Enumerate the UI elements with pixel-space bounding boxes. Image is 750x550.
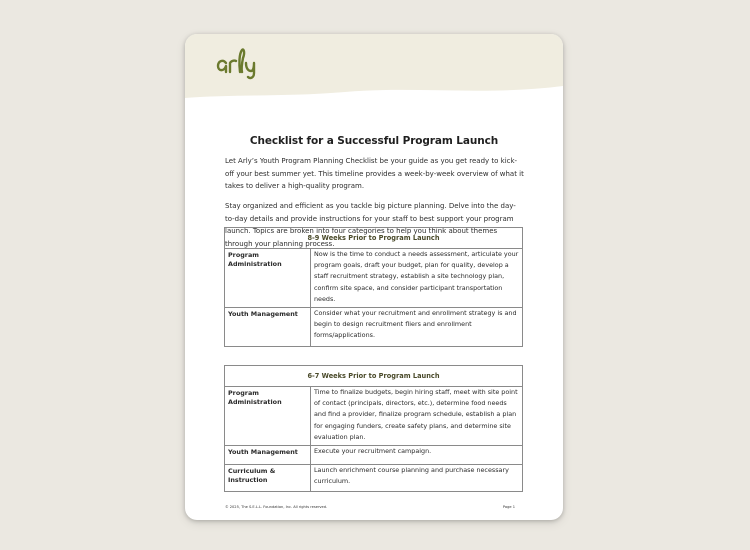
intro-paragraph: Let Arly’s Youth Program Planning Checklist be your guide as you get ready to kick-off your best summer yet. This timeline provides a week-by-week overview of what it takes to deliver a high-quality program.	[225, 157, 524, 191]
section-heading: 6-7 Weeks Prior to Program Launch	[225, 366, 523, 387]
category-cell: Curriculum & Instruction	[225, 465, 311, 492]
table-heading-row	[225, 366, 523, 387]
category-cell: Program Administration	[225, 249, 311, 308]
section-heading: 8-9 Weeks Prior to Program Launch	[225, 228, 523, 249]
description-cell: Launch enrichment course planning and purchase necessary curriculum.	[311, 465, 523, 492]
footer-copyright: © 2025, The S.E.L.L. Foundation, Inc. All rights reserved.	[225, 505, 328, 509]
timeline-table-6-7-weeks	[224, 365, 523, 492]
timeline-table-8-9-weeks	[224, 227, 523, 347]
table-row	[225, 446, 523, 465]
intro-paragraph: Stay organized and efficient as you tackle big picture planning. Delve into the day-to-day details and provide instructions for your staff to best support your program launch. Topics are broken into four categories to help you think about themes through your planning process.	[225, 202, 516, 248]
description-cell: Execute your recruitment campaign.	[311, 446, 523, 465]
arly-logo	[215, 44, 267, 80]
table-row	[225, 249, 523, 308]
category-cell: Youth Management	[225, 308, 311, 347]
document-title: Checklist for a Successful Program Launch	[249, 135, 499, 147]
description-cell: Consider what your recruitment and enrollment strategy is and begin to design recruitment fliers and enrollment forms/applications.	[311, 308, 523, 347]
footer-page-number: Page 1	[502, 505, 515, 509]
table-heading-row	[225, 228, 523, 249]
document-page	[185, 34, 563, 520]
table-row	[225, 308, 523, 347]
table-row	[225, 465, 523, 492]
description-cell: Now is the time to conduct a needs assessment, articulate your program goals, draft your budget, plan for quality, develop a staff recruitment strategy, establish a site technology plan, confirm site space, and consider participant transportation needs.	[311, 249, 523, 308]
category-cell: Youth Management	[225, 446, 311, 465]
category-cell: Program Administration	[225, 387, 311, 446]
description-cell: Time to finalize budgets, begin hiring staff, meet with site point of contact (principals, directors, etc.), determine food needs and find a provider, finalize program schedule, establish a plan for engaging funders, create safety plans, and determine site evaluation plan.	[311, 387, 523, 446]
table-row	[225, 387, 523, 446]
